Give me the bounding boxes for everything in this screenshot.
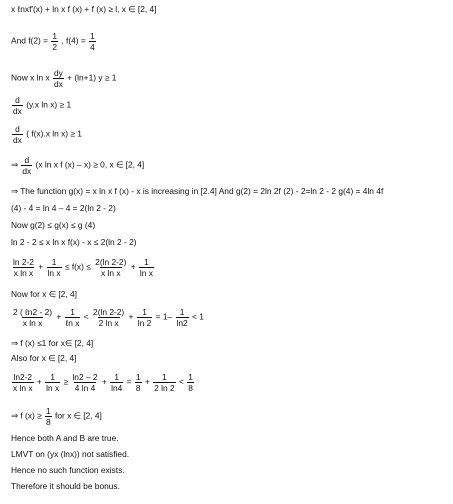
l1: x ℓnxf′(x) + ln x f (x) + f (x) ≥ l, x ∈ [2, 4] (11, 4, 157, 14)
one-eighth: $\frac{1}{8}$ (46, 406, 51, 427)
l3 (11, 68, 116, 89)
l15: Also for x ∈ [2, 4] (11, 353, 77, 363)
l5 (11, 124, 82, 145)
l16: $\frac{\ln 2-2}{\text{x ln x}}$ + $\frac{1}{\text{ln x}}$ ≥ $\frac{\ln 2 - 2}{4 \ln 4}$ + $\frac{1}{\ln 4}$ = $\frac{1}{8}$ + $\frac{1}{2 \ln 2}$ < $\frac{1}{8}$ (13, 372, 193, 393)
l18: Hence both A and B are true. (11, 433, 119, 443)
l9: Now g(2) ≤ g(x) ≤ g (4) (11, 220, 96, 230)
l4 (11, 95, 71, 116)
l12: Now for x ∈ [2, 4] (11, 289, 77, 299)
d-dx: $\frac{d}{dx}$ (22, 155, 32, 176)
text: (y.x ln x) ≥ 1 (26, 99, 72, 110)
l17 (11, 406, 102, 427)
d-dx: $\frac{d}{dx}$ (13, 95, 22, 116)
l8: (4) - 4 = ln 4 – 4 = 2(ln 2 - 2) (11, 203, 116, 213)
implies: ⇒ (11, 159, 19, 170)
l19: LMVT on (yx (lnx)) not satisfied. (11, 449, 130, 459)
l21: Therefore it should be bonus. (11, 481, 120, 491)
l11: $\frac{\ln 2-2}{\text{x ln x}}$ + $\frac{1}{\text{ln x}}$ ≤ f(x) ≤ $\frac{2(\ln 2-2)}{\text{x ln x}}$ + $\frac{1}{\text{ln x}}$ (13, 257, 153, 278)
text: ( f(x).x ln x) ≥ 1 (26, 128, 82, 139)
l14: ⇒ f (x) ≤1 for x∈ [2, 4] (11, 338, 94, 348)
text: + (ln+1) y ≥ 1 (67, 72, 117, 83)
text: for x ∈ [2, 4] (55, 410, 102, 421)
text: And f(2) = (11, 35, 49, 46)
text: , f(4) = (61, 35, 86, 46)
l13: $\frac{\text{2 ( ℓn2 - 2)}}{\text{x ln x}}$ + $\frac{1}{\text{ℓn x}}$ < $\frac{2(\ln 2-2)}{\text{2 ln x}}$ + $\frac{1}{\ln 2}$ = 1– $\frac{1}{\ln 2}$ < 1 (13, 307, 204, 328)
quarter: $\frac{1}{4}$ (90, 31, 95, 52)
text: Now x ln x (11, 72, 50, 83)
text: (x ln x f (x) – x) ≥ 0, x ∈ [2, 4] (35, 159, 145, 170)
l7: ⇒ The function g(x) = x ln x f (x) - x is increasing in [2.4] And g(2) = 2ln 2f (2) - 2=ln 2 - 2 g(4) = 4ln 4f (11, 186, 384, 196)
l2 (11, 31, 97, 52)
l6 (11, 155, 144, 176)
l10: ln 2 - 2 ≤ x ln x f(x) - x ≤ 2(ln 2 - 2) (11, 237, 137, 247)
l20: Hence no such function exists. (11, 465, 125, 475)
half: $\frac{1}{2}$ (52, 31, 58, 52)
d-dx: $\frac{d}{dx}$ (13, 124, 22, 145)
text: ⇒ f (x) ≥ (11, 410, 42, 421)
dy-dx: $\frac{dy}{dx}$ (53, 68, 63, 89)
